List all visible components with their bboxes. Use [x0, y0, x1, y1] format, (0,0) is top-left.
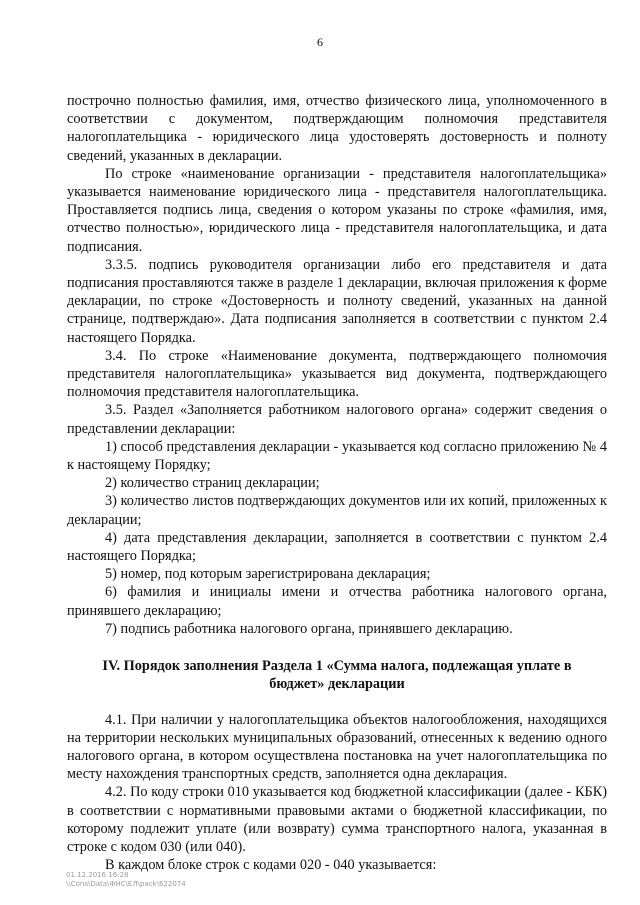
document-body [67, 92, 607, 874]
paragraph: 3.5. Раздел «Заполняется работником налогового органа» содержит сведения о представлении декларации: [67, 402, 607, 437]
list-item: 4) дата представления декларации, заполняется в соответствии с пунктом 2.4 настоящего Порядка; [67, 529, 607, 565]
list-item: 2) количество страниц декларации; [105, 475, 320, 492]
list-item: 7) подпись работника налогового органа, принявшего декларацию. [105, 620, 513, 637]
list-item: 3) количество листов подтверждающих документов или их копий, приложенных к декларации; [67, 493, 607, 528]
paragraph: построчно полностью фамилия, имя, отчество физического лица, уполномоченного в соответствии с документом, подтверждающим полномочия представителя налогоплательщика - юридического лица удостоверять достоверность и полноту сведений, указанных в декларации. [67, 93, 607, 164]
paragraph: 3.4. По строке «Наименование документа, подтверждающего полномочия представителя налогоплательщика» указывается вид документа, подтверждающего полномочия представителя налогоплательщика. [67, 347, 607, 401]
footer-file-path: \\Cons\Data\ФНС\ЕЛ\pack\622074 [66, 880, 186, 888]
paragraph: 3.3.5. подпись руководителя организации либо его представителя и дата подписания проставляются также в разделе 1 декларации, включая приложения к форме декларации, по строке «Достоверность и полноту сведений, указанных на данной странице, подтверждаю». Дата подписания заполняется в соответствии с пунктом 2.4 настоящего Порядка. [67, 256, 607, 346]
section-heading: IV. Порядок заполнения Раздела 1 «Сумма налога, подлежащая уплате в бюджет» декларации [102, 658, 572, 693]
footer-timestamp: 01.12.2016 16:28 [66, 871, 129, 879]
paragraph: 4.2. По коду строки 010 указывается код бюджетной классификации (далее - КБК) в соответствии с нормативными правовыми актами о бюджетной классификации, по которому подлежит уплате (или возврату) сумма транспортного налога, указанная в строке с кодом 030 (или 040). [67, 784, 607, 855]
paragraph: 4.1. При наличии у налогоплательщика объектов налогообложения, находящихся на территории нескольких муниципальных образований, отнесенных к ведению одного налогового органа, в котором осуществлена постановка на учет налогоплательщика по месту нахождения транспортных средств, заполняется одна декларация. [67, 711, 607, 783]
footer-stamp [66, 871, 186, 889]
list-item: 6) фамилия и инициалы имени и отчества работника налогового органа, принявшего декларацию; [67, 584, 607, 619]
page-number: 6 [317, 35, 323, 49]
list-item: 5) номер, под которым зарегистрирована декларация; [105, 566, 431, 583]
list-item: 1) способ представления декларации - указывается код согласно приложению № 4 к настоящему Порядку; [67, 438, 607, 474]
paragraph: В каждом блоке строк с кодами 020 - 040 указывается: [105, 857, 437, 874]
paragraph: По строке «наименование организации - представителя налогоплательщика» указывается наименование юридического лица - представителя налогоплательщика. Проставляется подпись лица, сведения о котором указаны по строке «фамилия, имя, отчество полностью», юридического лица - представителя налогоплательщика, и дата подписания. [67, 165, 607, 255]
